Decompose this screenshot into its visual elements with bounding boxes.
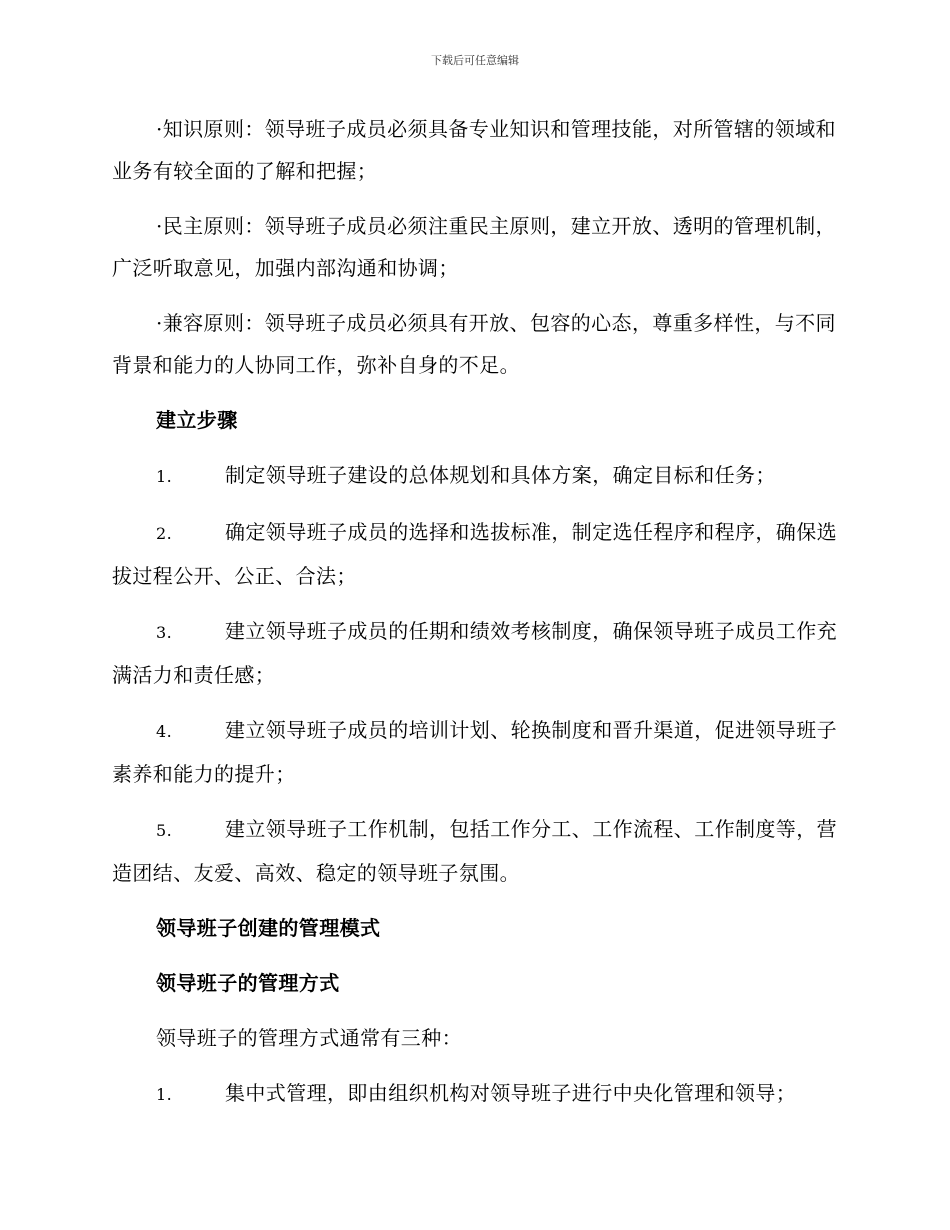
step-text: 建立领导班子成员的培训计划、轮换制度和晋升渠道，促进领导班子素养和能力的提升； bbox=[112, 718, 837, 786]
bullet-democracy-principle: ·民主原则：领导班子成员必须注重民主原则，建立开放、透明的管理机制，广泛听取意见，加强内部沟通和协调； bbox=[112, 214, 836, 280]
step-number: 1. bbox=[156, 467, 173, 486]
step-item-4 bbox=[112, 709, 838, 795]
step-text: 建立领导班子成员的任期和绩效考核制度，确保领导班子成员工作充满活力和责任感； bbox=[112, 619, 837, 687]
page-header: 下载后可任意编辑 bbox=[431, 54, 519, 67]
method-number: 1. bbox=[156, 1085, 173, 1104]
step-number: 2. bbox=[156, 524, 173, 543]
step-item-2 bbox=[112, 511, 838, 597]
step-item-1 bbox=[112, 454, 838, 498]
method-item-1 bbox=[112, 1072, 838, 1116]
bullet-compatibility-principle: ·兼容原则：领导班子成员必须具有开放、包容的心态，尊重多样性，与不同背景和能力的人协同工作，弥补自身的不足。 bbox=[112, 311, 836, 377]
step-number: 5. bbox=[156, 821, 173, 840]
heading-management-mode: 领导班子创建的管理模式 bbox=[156, 916, 381, 940]
heading-steps: 建立步骤 bbox=[156, 408, 238, 432]
step-text: 建立领导班子工作机制，包括工作分工、工作流程、工作制度等，营造团结、友爱、高效、稳定的领导班子氛围。 bbox=[112, 817, 837, 885]
step-item-3 bbox=[112, 610, 838, 696]
bullet-knowledge-principle: ·知识原则：领导班子成员必须具备专业知识和管理技能，对所管辖的领域和业务有较全面的了解和把握； bbox=[112, 117, 836, 183]
method-text: 集中式管理，即由组织机构对领导班子进行中央化管理和领导； bbox=[225, 1081, 797, 1105]
step-number: 3. bbox=[156, 623, 173, 642]
heading-management-method: 领导班子的管理方式 bbox=[156, 971, 340, 995]
step-text: 制定领导班子建设的总体规划和具体方案，确定目标和任务； bbox=[225, 463, 776, 487]
management-intro: 领导班子的管理方式通常有三种： bbox=[156, 1026, 462, 1050]
step-text: 确定领导班子成员的选择和选拔标准，制定选任程序和程序，确保选拔过程公开、公正、合法； bbox=[112, 520, 837, 588]
step-number: 4. bbox=[156, 722, 173, 741]
step-item-5 bbox=[112, 808, 838, 894]
document-body bbox=[112, 108, 838, 1129]
